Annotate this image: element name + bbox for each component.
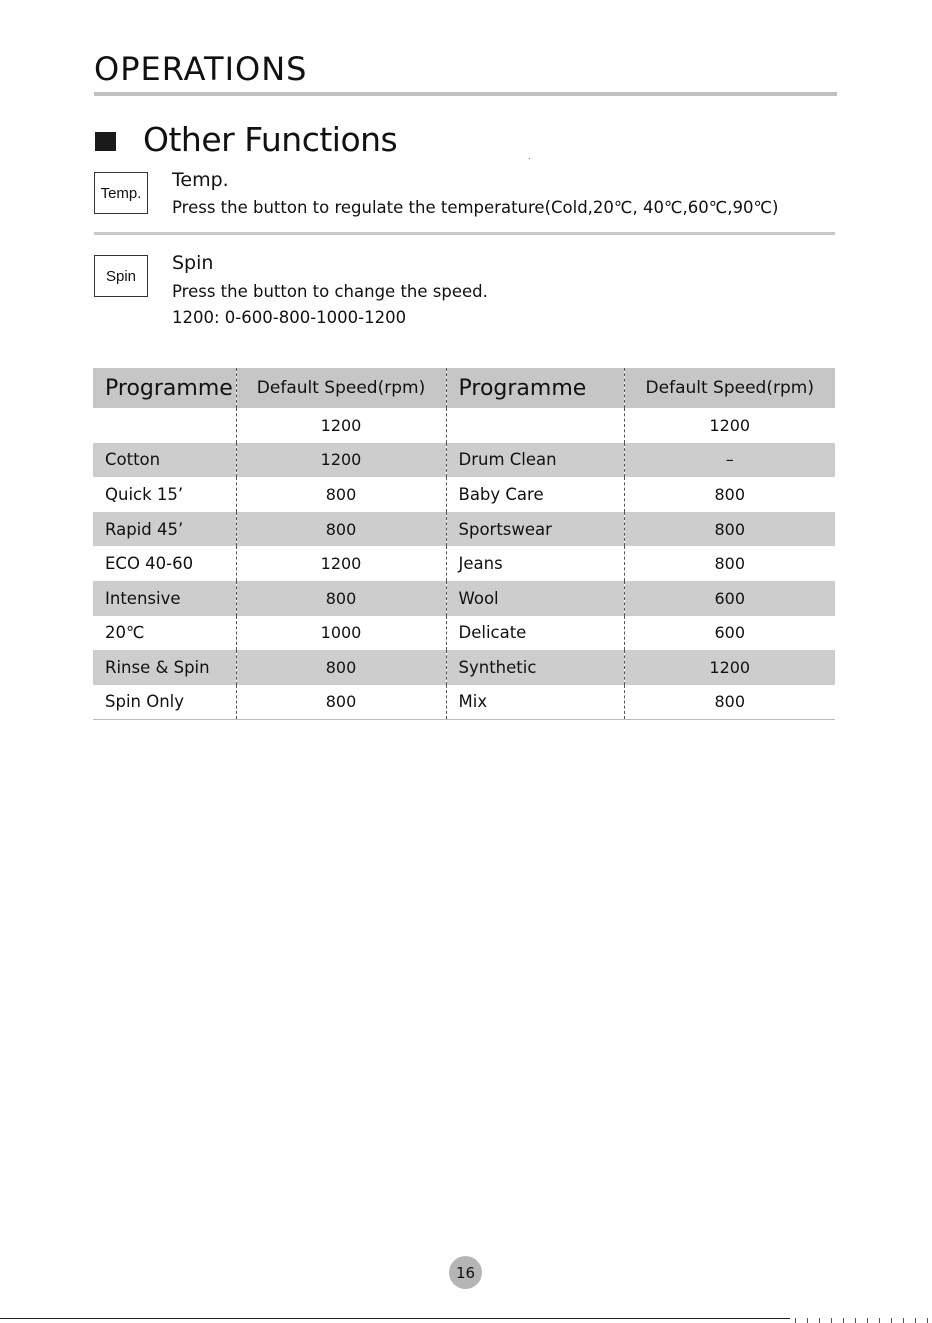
programme-speed: 1200 bbox=[624, 408, 835, 443]
section-header: OPERATIONS bbox=[94, 50, 308, 88]
programme-speed: 800 bbox=[624, 477, 835, 512]
programme-name: Rinse & Spin bbox=[93, 650, 236, 685]
section-divider bbox=[94, 232, 835, 235]
table-row bbox=[93, 581, 835, 616]
programme-speed: 800 bbox=[236, 477, 446, 512]
table-row bbox=[93, 477, 835, 512]
programme-name: Jeans bbox=[446, 546, 624, 581]
spin-speed-options: 1200: 0-600-800-1000-1200 bbox=[172, 308, 407, 327]
table-header-speed: Default Speed(rpm) bbox=[236, 368, 446, 408]
table-header-programme-2: Programme bbox=[446, 368, 624, 408]
table-row bbox=[93, 546, 835, 581]
programme-speed: 1200 bbox=[624, 650, 835, 685]
table-row bbox=[93, 512, 835, 547]
square-bullet-icon bbox=[95, 132, 116, 151]
programme-speed: 800 bbox=[624, 685, 835, 720]
spin-button-label: Spin bbox=[105, 267, 137, 285]
table-row bbox=[93, 650, 835, 685]
programme-name: Sportswear bbox=[446, 512, 624, 547]
temp-description: Press the button to regulate the temperature(Cold,20℃, 40℃,60℃,90℃) bbox=[172, 198, 779, 217]
programme-name: Wool bbox=[446, 581, 624, 616]
programme-name: Quick 15’ bbox=[105, 484, 184, 504]
stray-dot bbox=[529, 158, 530, 159]
temp-button-icon bbox=[94, 172, 148, 214]
table-row bbox=[93, 685, 835, 720]
programme-name: Rapid 45’ bbox=[93, 512, 236, 547]
programme-name: 20℃ bbox=[105, 623, 145, 643]
programme-name: Baby Care bbox=[446, 477, 624, 512]
table-row bbox=[93, 408, 835, 443]
temp-title: Temp. bbox=[172, 169, 229, 191]
programme-speed: 800 bbox=[624, 546, 835, 581]
programme-speed: 800 bbox=[236, 581, 446, 616]
programme-speed: 600 bbox=[624, 616, 835, 651]
spin-button-icon bbox=[94, 255, 148, 297]
programme-name: Intensive bbox=[93, 581, 236, 616]
programme-name: ECO 40-60 bbox=[105, 554, 194, 574]
table-header-speed-2: Default Speed(rpm) bbox=[624, 368, 835, 408]
programme-name bbox=[446, 408, 624, 443]
table-row bbox=[93, 616, 835, 651]
subsection-title: Other Functions bbox=[143, 120, 398, 159]
spin-title: Spin bbox=[172, 252, 214, 274]
programme-speed: 800 bbox=[236, 685, 446, 720]
programme-speed: 1200 bbox=[236, 546, 446, 581]
programme-name: Drum Clean bbox=[446, 443, 624, 478]
table-header-row bbox=[93, 368, 835, 408]
programme-speed: 1200 bbox=[236, 408, 446, 443]
table-header-programme: Programme bbox=[93, 368, 236, 408]
programme-name: Cotton bbox=[93, 443, 236, 478]
programme-name: Spin Only bbox=[93, 685, 236, 720]
programme-speed: 800 bbox=[624, 512, 835, 547]
programme-speed: 800 bbox=[236, 512, 446, 547]
spin-description: Press the button to change the speed. bbox=[172, 282, 488, 301]
programme-speed: 1000 bbox=[236, 616, 446, 651]
programme-speed: 600 bbox=[624, 581, 835, 616]
programme-name bbox=[93, 408, 236, 443]
table-row bbox=[93, 443, 835, 478]
bottom-crop-marks bbox=[795, 1318, 932, 1323]
temp-button-label: Temp. bbox=[100, 184, 142, 202]
header-divider bbox=[94, 92, 837, 96]
bottom-rule bbox=[0, 1318, 790, 1319]
programme-speed: 800 bbox=[236, 650, 446, 685]
page-number: 16 bbox=[455, 1263, 476, 1282]
programme-name: Synthetic bbox=[446, 650, 624, 685]
programme-name: Mix bbox=[446, 685, 624, 720]
programme-name: Delicate bbox=[446, 616, 624, 651]
programme-speed-table bbox=[93, 368, 835, 720]
programme-speed: – bbox=[624, 443, 835, 478]
page-number-badge bbox=[449, 1256, 482, 1289]
programme-speed: 1200 bbox=[236, 443, 446, 478]
